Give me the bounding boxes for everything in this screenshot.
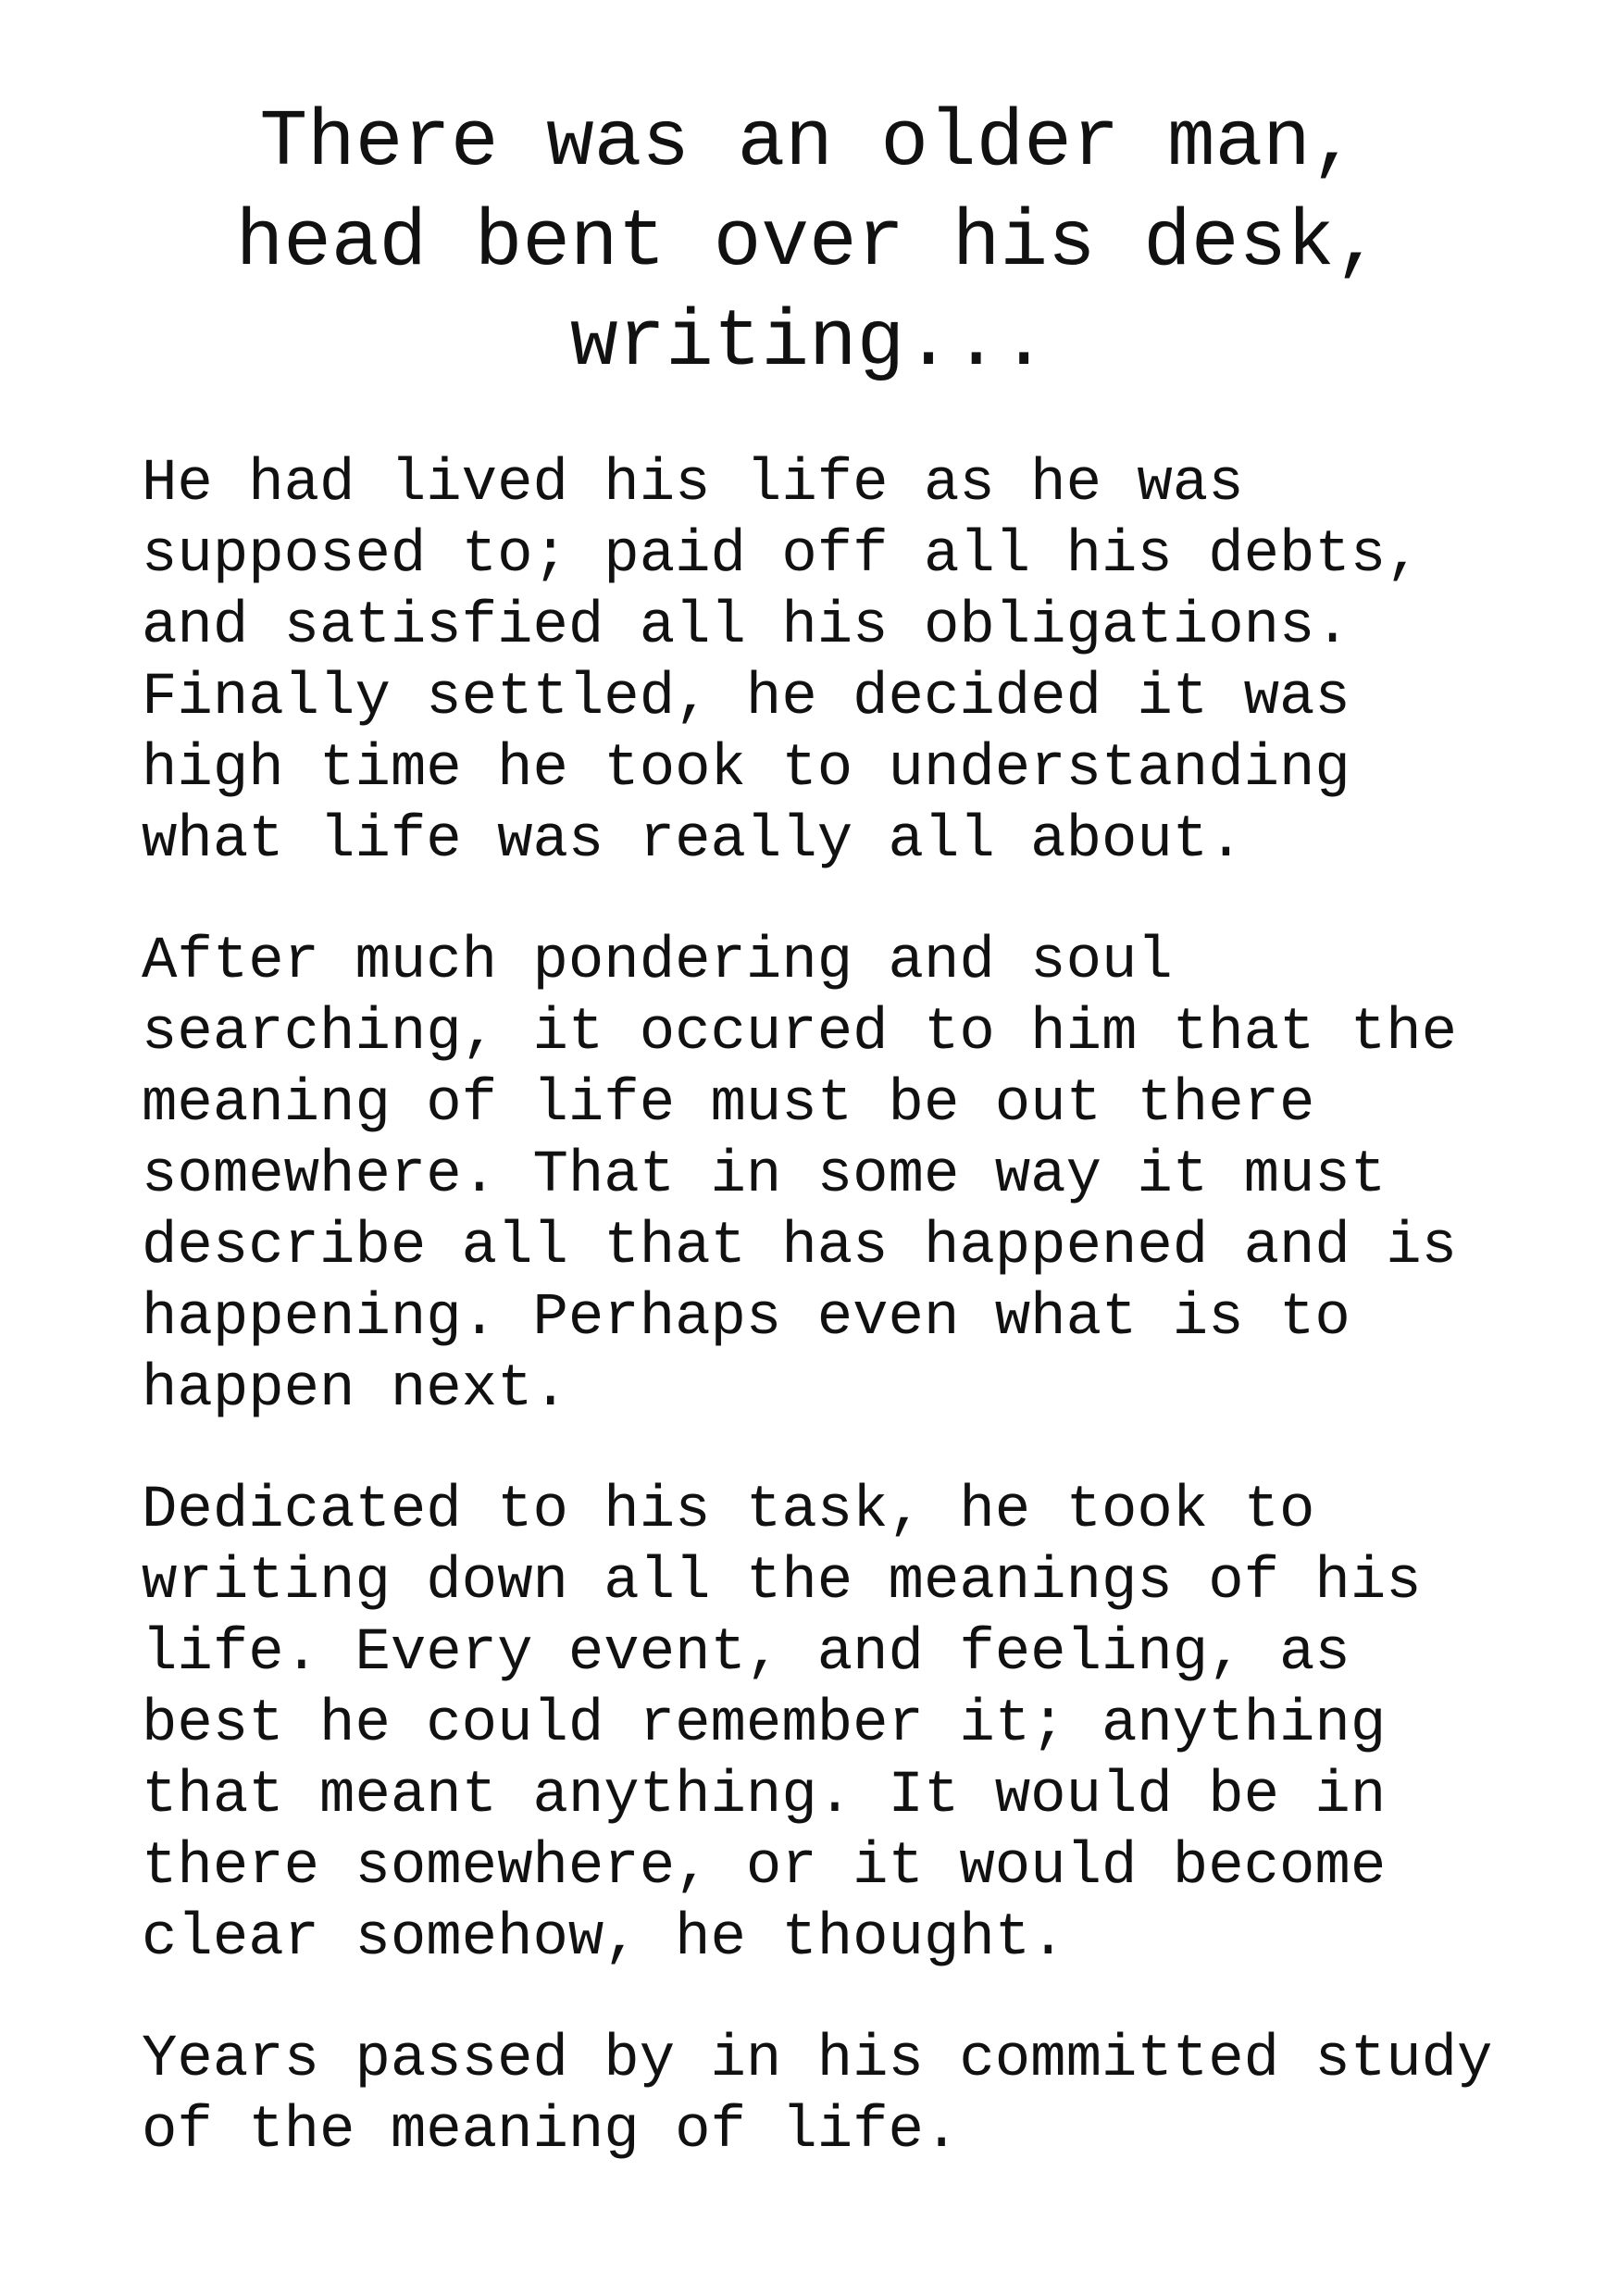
text-line: what life was really all about. — [142, 807, 1244, 874]
paragraph-3 — [142, 1476, 1586, 1975]
text-line: happening. Perhaps even what is to — [142, 1285, 1350, 1352]
text-line: there somewhere, or it would become — [142, 1834, 1387, 1901]
text-line: Years passed by in his committed study — [142, 2027, 1493, 2093]
text-line: happen next. — [142, 1356, 568, 1423]
text-line: Dedicated to his task, he took to — [142, 1478, 1315, 1544]
title-line: head bent over his desk, — [235, 197, 1383, 288]
text-line: supposed to; paid off all his debts, — [142, 522, 1422, 589]
paragraph-2 — [142, 927, 1586, 1426]
text-line: and satisfied all his obligations. — [142, 593, 1350, 660]
body-text — [142, 449, 1586, 2217]
text-line: of the meaning of life. — [142, 2098, 960, 2165]
paragraph-1 — [142, 449, 1586, 877]
title-line: There was an older man, — [259, 97, 1359, 188]
text-line: meaning of life must be out there — [142, 1071, 1315, 1138]
text-line: somewhere. That in some way it must — [142, 1142, 1387, 1209]
text-line: describe all that has happened and is — [142, 1214, 1458, 1280]
text-line: After much pondering and soul — [142, 929, 1173, 995]
text-line: Finally settled, he decided it was — [142, 665, 1350, 731]
text-line: life. Every event, and feeling, as — [142, 1620, 1350, 1687]
text-line: high time he took to understanding — [142, 736, 1350, 803]
text-line: clear somehow, he thought. — [142, 1905, 1066, 1972]
text-line: writing down all the meanings of his — [142, 1549, 1422, 1616]
text-line: He had lived his life as he was — [142, 451, 1244, 518]
title-line: writing... — [569, 297, 1049, 388]
page-title — [0, 93, 1618, 393]
text-line: that meant anything. It would be in — [142, 1763, 1387, 1829]
paragraph-4 — [142, 2025, 1586, 2167]
text-line: best he could remember it; anything — [142, 1691, 1387, 1758]
text-line: searching, it occured to him that the — [142, 1000, 1458, 1067]
